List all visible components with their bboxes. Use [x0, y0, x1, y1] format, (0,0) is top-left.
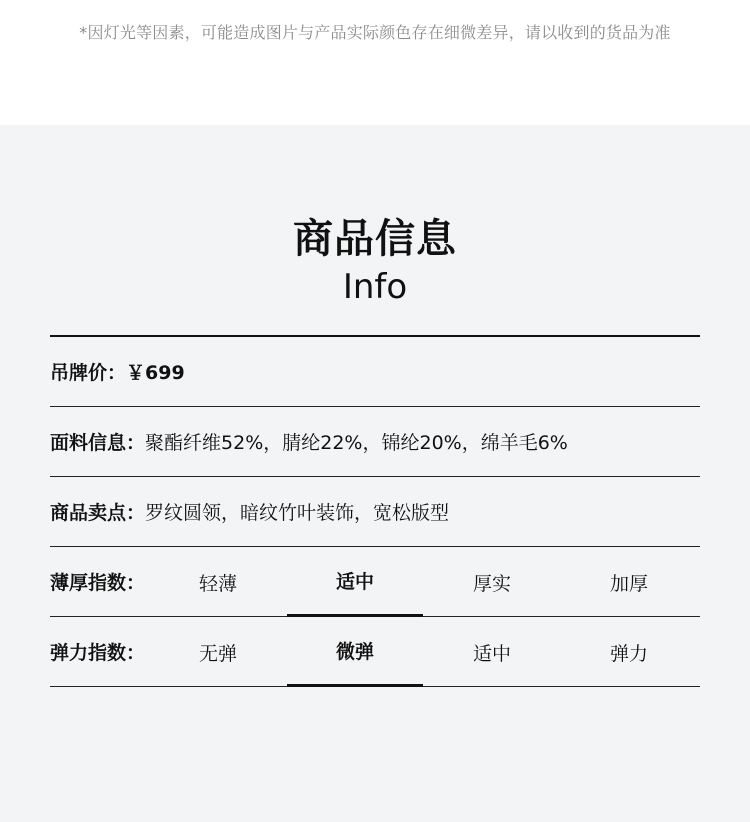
- fabric-value: 聚酯纤维52%，腈纶22%，锦纶20%，绵羊毛6%: [145, 432, 568, 454]
- fabric-row: [50, 407, 700, 477]
- selling-points-row: [50, 477, 700, 547]
- thickness-row: [50, 547, 700, 617]
- elasticity-option: 微弹: [287, 617, 423, 687]
- thickness-option: 适中: [287, 547, 423, 617]
- thickness-option: 厚实: [472, 572, 511, 595]
- thickness-label: 薄厚指数：: [50, 572, 146, 594]
- fabric-label: 面料信息：: [50, 432, 146, 454]
- elasticity-option: 适中: [472, 642, 511, 665]
- elasticity-option: 无弹: [198, 642, 237, 665]
- section-title: 商品信息: [293, 216, 457, 262]
- thickness-option: 轻薄: [198, 572, 237, 595]
- elasticity-option: 弹力: [609, 642, 648, 665]
- elasticity-row: [50, 617, 700, 687]
- product-info-panel: [0, 125, 750, 822]
- section-subtitle: Info: [342, 267, 408, 307]
- price-label: 吊牌价：: [50, 362, 127, 384]
- selling-points-value: 罗纹圆领，暗纹竹叶装饰，宽松版型: [145, 502, 450, 524]
- elasticity-label: 弹力指数：: [50, 642, 146, 664]
- color-disclaimer: *因灯光等因素，可能造成图片与产品实际颜色存在细微差异，请以收到的货品为准: [79, 23, 671, 42]
- thickness-option: 加厚: [609, 572, 648, 595]
- price-row: [50, 337, 700, 407]
- product-info-table: [50, 335, 700, 687]
- notice-banner: [0, 0, 750, 125]
- selling-points-label: 商品卖点：: [50, 502, 146, 524]
- price-value: ￥699: [126, 362, 185, 384]
